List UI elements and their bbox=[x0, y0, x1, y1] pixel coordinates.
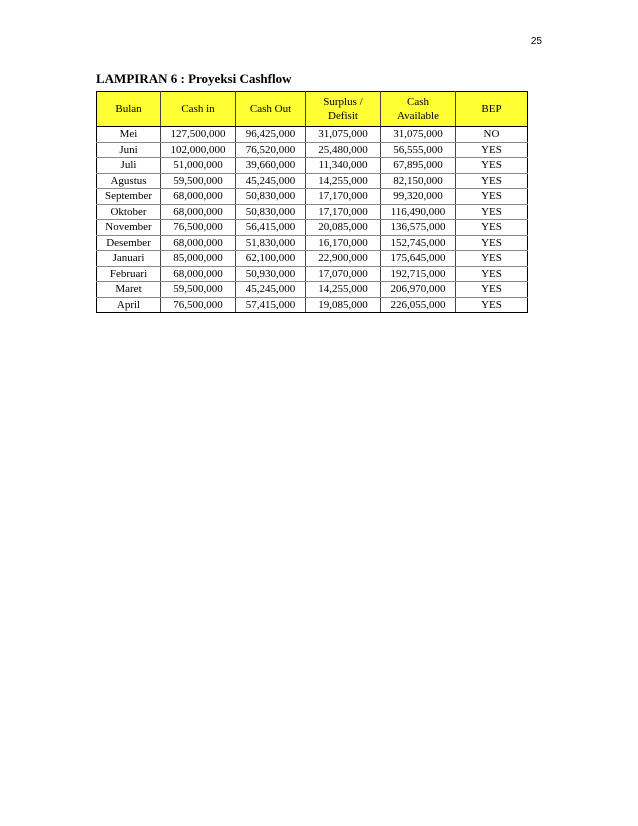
cell-bulan: Juni bbox=[97, 142, 161, 158]
cell-cash-out: 45,245,000 bbox=[236, 282, 306, 298]
cell-bep: YES bbox=[456, 297, 528, 313]
cell-bep: YES bbox=[456, 220, 528, 236]
cell-cash-out: 50,830,000 bbox=[236, 204, 306, 220]
appendix-heading: LAMPIRAN 6 : Proyeksi Cashflow bbox=[96, 71, 292, 86]
table-row bbox=[97, 158, 528, 174]
cell-cash-out: 56,415,000 bbox=[236, 220, 306, 236]
cell-cash-available: 31,075,000 bbox=[381, 127, 456, 143]
cell-surplus-defisit: 31,075,000 bbox=[306, 127, 381, 143]
cell-surplus-defisit: 17,170,000 bbox=[306, 189, 381, 205]
cell-cash-out: 39,660,000 bbox=[236, 158, 306, 174]
cell-cash-available: 56,555,000 bbox=[381, 142, 456, 158]
cell-bulan: Desember bbox=[97, 235, 161, 251]
cell-cash-in: 59,500,000 bbox=[161, 282, 236, 298]
cell-cash-in: 102,000,000 bbox=[161, 142, 236, 158]
table-row bbox=[97, 173, 528, 189]
cell-cash-available: 206,970,000 bbox=[381, 282, 456, 298]
cell-cash-available: 175,645,000 bbox=[381, 251, 456, 267]
cell-surplus-defisit: 17,170,000 bbox=[306, 204, 381, 220]
cell-cash-available: 99,320,000 bbox=[381, 189, 456, 205]
cell-cash-out: 50,930,000 bbox=[236, 266, 306, 282]
cell-bep: YES bbox=[456, 142, 528, 158]
column-header-cash-in: Cash in bbox=[161, 92, 236, 127]
cell-cash-out: 57,415,000 bbox=[236, 297, 306, 313]
cashflow-table bbox=[96, 91, 528, 313]
cell-bulan: September bbox=[97, 189, 161, 205]
cell-bep: YES bbox=[456, 204, 528, 220]
column-header-surplus-defisit bbox=[306, 92, 381, 127]
cell-cash-available: 67,895,000 bbox=[381, 158, 456, 174]
cell-bulan: Agustus bbox=[97, 173, 161, 189]
cell-cash-in: 51,000,000 bbox=[161, 158, 236, 174]
surplus-defisit-label: Surplus / Defisit bbox=[323, 96, 363, 122]
page-number: 25 bbox=[530, 36, 542, 47]
cell-surplus-defisit: 22,900,000 bbox=[306, 251, 381, 267]
cell-surplus-defisit: 19,085,000 bbox=[306, 297, 381, 313]
cell-surplus-defisit: 17,070,000 bbox=[306, 266, 381, 282]
table-row bbox=[97, 282, 528, 298]
cell-bep: YES bbox=[456, 189, 528, 205]
column-header-cash-out: Cash Out bbox=[236, 92, 306, 127]
table-row bbox=[97, 251, 528, 267]
cell-surplus-defisit: 16,170,000 bbox=[306, 235, 381, 251]
cell-cash-in: 68,000,000 bbox=[161, 204, 236, 220]
cell-cash-out: 76,520,000 bbox=[236, 142, 306, 158]
cell-bep: YES bbox=[456, 158, 528, 174]
cell-bulan: Mei bbox=[97, 127, 161, 143]
cell-surplus-defisit: 14,255,000 bbox=[306, 173, 381, 189]
cell-cash-out: 50,830,000 bbox=[236, 189, 306, 205]
cell-bulan: Oktober bbox=[97, 204, 161, 220]
table-body bbox=[97, 127, 528, 313]
cell-bep: YES bbox=[456, 251, 528, 267]
cell-cash-in: 76,500,000 bbox=[161, 297, 236, 313]
cell-cash-available: 136,575,000 bbox=[381, 220, 456, 236]
column-header-bulan: Bulan bbox=[97, 92, 161, 127]
cell-cash-available: 152,745,000 bbox=[381, 235, 456, 251]
cell-cash-out: 96,425,000 bbox=[236, 127, 306, 143]
cell-cash-available: 226,055,000 bbox=[381, 297, 456, 313]
cell-bulan: Maret bbox=[97, 282, 161, 298]
cell-surplus-defisit: 25,480,000 bbox=[306, 142, 381, 158]
cell-bulan: Juli bbox=[97, 158, 161, 174]
table-row bbox=[97, 204, 528, 220]
table-row bbox=[97, 297, 528, 313]
column-header-bep: BEP bbox=[456, 92, 528, 127]
cell-surplus-defisit: 11,340,000 bbox=[306, 158, 381, 174]
cell-cash-in: 127,500,000 bbox=[161, 127, 236, 143]
cell-cash-in: 76,500,000 bbox=[161, 220, 236, 236]
cell-bep: NO bbox=[456, 127, 528, 143]
cell-bulan: November bbox=[97, 220, 161, 236]
cell-cash-out: 45,245,000 bbox=[236, 173, 306, 189]
table-row bbox=[97, 266, 528, 282]
column-header-cash-available bbox=[381, 92, 456, 127]
cell-bulan: Januari bbox=[97, 251, 161, 267]
table-row bbox=[97, 235, 528, 251]
cell-cash-in: 68,000,000 bbox=[161, 266, 236, 282]
cell-cash-available: 82,150,000 bbox=[381, 173, 456, 189]
cell-cash-out: 62,100,000 bbox=[236, 251, 306, 267]
cell-surplus-defisit: 14,255,000 bbox=[306, 282, 381, 298]
cell-bep: YES bbox=[456, 173, 528, 189]
cell-cash-available: 192,715,000 bbox=[381, 266, 456, 282]
cell-bulan: April bbox=[97, 297, 161, 313]
cell-cash-in: 85,000,000 bbox=[161, 251, 236, 267]
table-row bbox=[97, 127, 528, 143]
cell-cash-available: 116,490,000 bbox=[381, 204, 456, 220]
cell-bep: YES bbox=[456, 266, 528, 282]
table-header-row bbox=[97, 92, 528, 127]
cell-cash-in: 68,000,000 bbox=[161, 189, 236, 205]
cell-cash-in: 59,500,000 bbox=[161, 173, 236, 189]
table-row bbox=[97, 142, 528, 158]
cell-bep: YES bbox=[456, 282, 528, 298]
cell-bep: YES bbox=[456, 235, 528, 251]
cash-available-label: Cash Available bbox=[397, 96, 439, 122]
table-row bbox=[97, 220, 528, 236]
table-row bbox=[97, 189, 528, 205]
cell-cash-out: 51,830,000 bbox=[236, 235, 306, 251]
cell-bulan: Februari bbox=[97, 266, 161, 282]
cell-cash-in: 68,000,000 bbox=[161, 235, 236, 251]
cell-surplus-defisit: 20,085,000 bbox=[306, 220, 381, 236]
